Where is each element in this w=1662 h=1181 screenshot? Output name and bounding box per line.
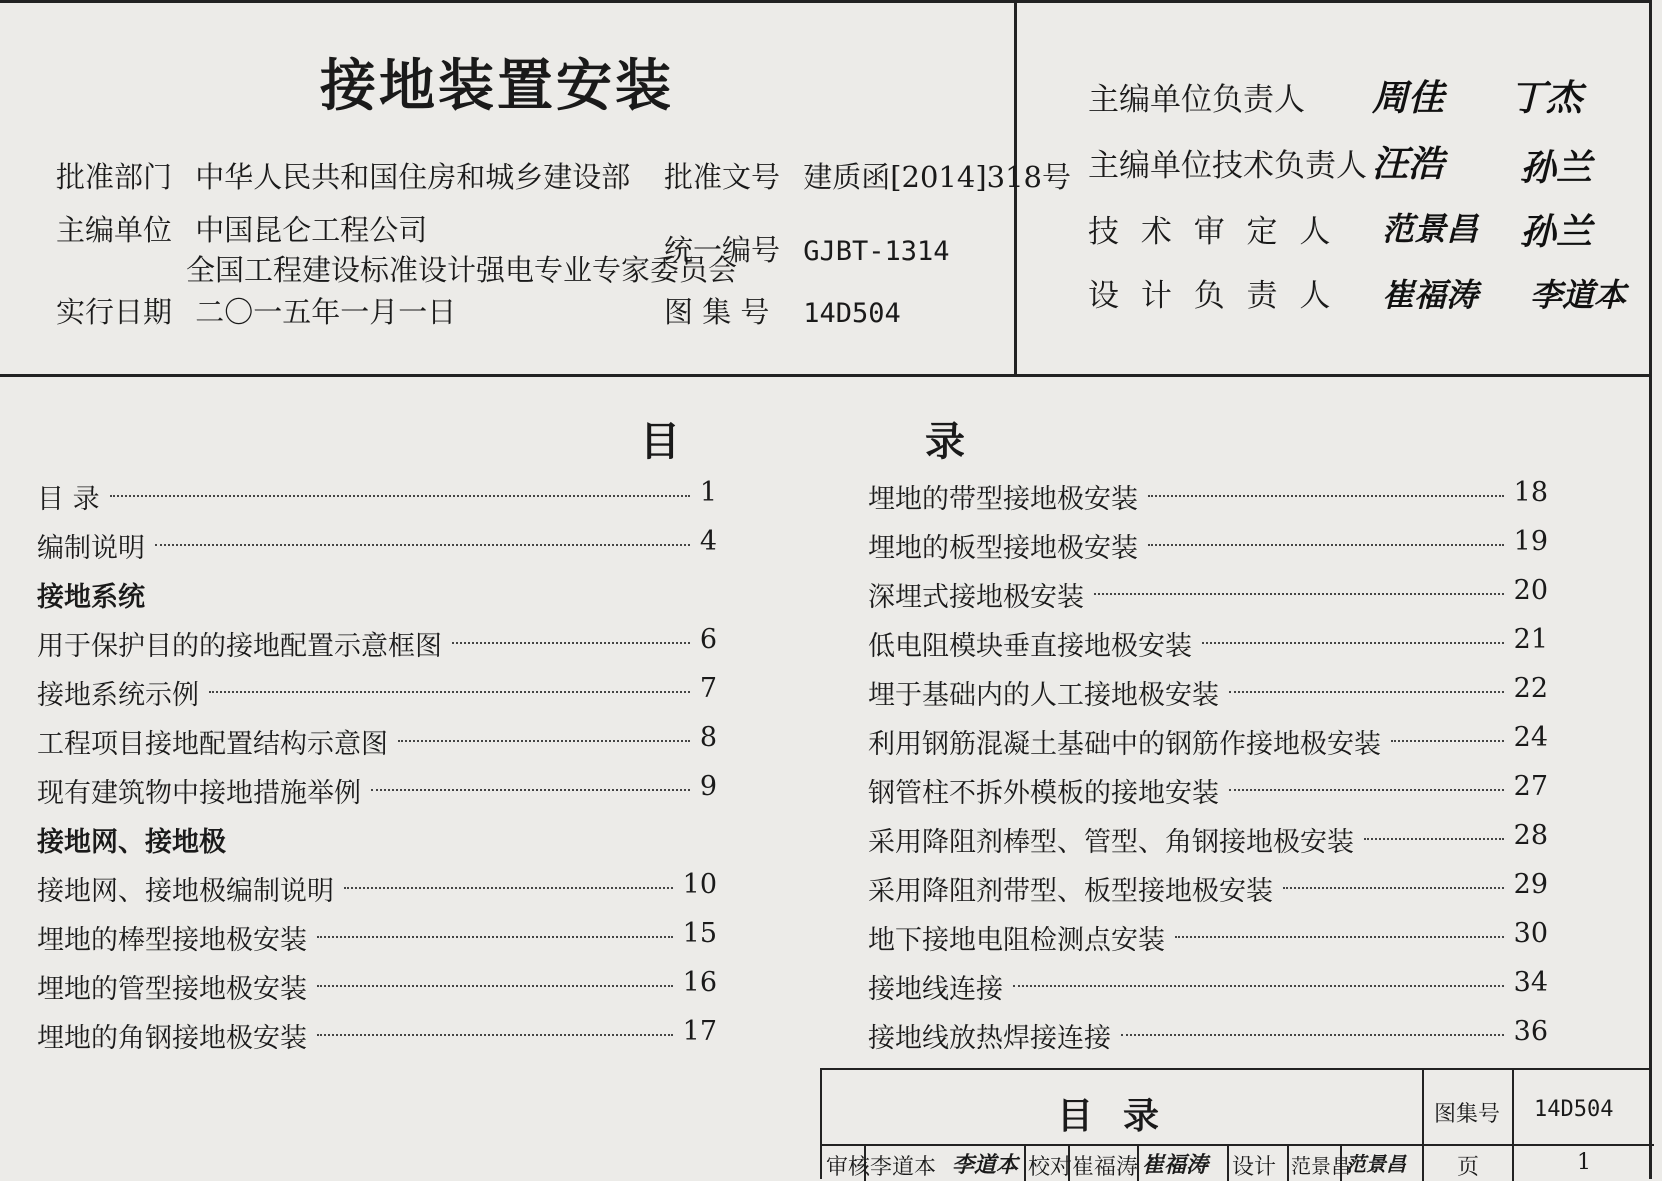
toc-entry[interactable] [868, 965, 1548, 1014]
toc-entry-page: 20 [1508, 575, 1548, 606]
toc-entry-title: 埋地的棒型接地极安装 [37, 918, 313, 957]
tb-design-label: 设计 [1232, 1155, 1277, 1180]
toc-entry-title: 工程项目接地配置结构示意图 [37, 722, 394, 761]
resp-design-head: 设 计 负 责 人 [1088, 278, 1337, 314]
toc-leader-dots [1013, 985, 1504, 987]
toc-leader-dots [317, 985, 673, 987]
toc-entry-title: 目 录 [37, 477, 106, 516]
toc-entry-title: 现有建筑物中接地措施举例 [37, 771, 367, 810]
editor-1: 中国昆仑工程公司 [195, 213, 428, 247]
header-bottom-rule [0, 374, 1652, 377]
toc-entry[interactable] [37, 622, 717, 671]
tb-atlas-value: 14D504 [1534, 1097, 1614, 1122]
toc-entry-page: 15 [677, 918, 717, 949]
toc-entry-page: 34 [1508, 967, 1548, 998]
toc-entry-page: 10 [677, 869, 717, 900]
toc-entry[interactable] [868, 769, 1548, 818]
signature-r3-a: 范景昌 [1382, 210, 1479, 248]
toc-entry-page: 6 [694, 624, 717, 655]
toc-entry-page: 4 [694, 526, 717, 557]
toc-leader-dots [110, 495, 690, 497]
toc-entry-title: 埋地的带型接地极安装 [868, 477, 1144, 516]
toc-left-column [37, 475, 717, 1063]
toc-entry-title: 埋地的角钢接地极安装 [37, 1016, 313, 1055]
toc-entry[interactable] [37, 867, 717, 916]
editor-2: 全国工程建设标准设计强电专业专家委员会 [186, 253, 738, 287]
toc-entry[interactable] [37, 965, 717, 1014]
toc-entry-page: 1 [694, 477, 717, 508]
toc-entry-page: 22 [1508, 673, 1548, 704]
effective-label: 实行日期 [56, 295, 173, 329]
toc-entry-page: 19 [1508, 526, 1548, 557]
toc-entry[interactable] [37, 1014, 717, 1063]
signature-r4-a: 崔福涛 [1382, 276, 1479, 314]
toc-entry-title: 采用降阻剂棒型、管型、角钢接地极安装 [868, 820, 1360, 859]
toc-entry-page: 30 [1508, 918, 1548, 949]
toc-entry-title: 埋地的管型接地极安装 [37, 967, 313, 1006]
toc-entry-title: 采用降阻剂带型、板型接地极安装 [868, 869, 1279, 908]
approval-dept-row [56, 155, 630, 196]
effective-date: 二〇一五年一月一日 [195, 295, 457, 329]
approval-dept-label: 批准部门 [56, 160, 173, 194]
signature-r3-b: 孙兰 [1520, 211, 1593, 253]
toc-heading-right: 录 [925, 418, 965, 465]
tb-review-label: 审核 [826, 1155, 871, 1180]
toc-entry-title: 接地网、接地极 [37, 820, 232, 859]
toc-entry-title: 接地系统示例 [37, 673, 205, 712]
toc-leader-dots [1094, 593, 1504, 595]
editor-2-row [186, 248, 737, 289]
toc-entry-page: 27 [1508, 771, 1548, 802]
toc-entry-page: 8 [694, 722, 717, 753]
toc-heading-left: 目 [640, 418, 680, 465]
toc-entry-title: 接地网、接地极编制说明 [37, 869, 340, 908]
signature-r4-b: 李道本 [1530, 276, 1627, 314]
toc-entry-page: 7 [694, 673, 717, 704]
toc-entry-page: 24 [1508, 722, 1548, 753]
toc-entry[interactable] [37, 720, 717, 769]
approval-dept: 中华人民共和国住房和城乡建设部 [195, 160, 631, 194]
toc-leader-dots [1283, 887, 1504, 889]
toc-entry[interactable] [868, 720, 1548, 769]
toc-entry-title: 利用钢筋混凝土基础中的钢筋作接地极安装 [868, 722, 1387, 761]
tb-row-rule [822, 1144, 1654, 1146]
toc-entry[interactable] [37, 475, 717, 524]
signature-r1-b: 丁杰 [1510, 77, 1583, 119]
editor-row [56, 208, 427, 249]
toc-leader-dots [1175, 936, 1504, 938]
tb-reviewer-signature: 李道本 [952, 1152, 1019, 1178]
effective-row [56, 290, 456, 331]
toc-entry-title: 低电阻模块垂直接地极安装 [868, 624, 1198, 663]
toc-leader-dots [1229, 789, 1504, 791]
toc-entry[interactable] [37, 769, 717, 818]
unified-no: GJBT-1314 [803, 236, 950, 267]
toc-entry-title: 埋地的板型接地极安装 [868, 526, 1144, 565]
toc-leader-dots [155, 544, 690, 546]
toc-entry-title: 接地线放热焊接连接 [868, 1016, 1117, 1055]
signature-r1-a: 周佳 [1372, 77, 1445, 119]
toc-leader-dots [371, 789, 690, 791]
toc-entry[interactable] [868, 524, 1548, 573]
toc-entry-title: 用于保护目的的接地配置示意框图 [37, 624, 448, 663]
tb-drawing-name: 目录 [1057, 1095, 1190, 1137]
signature-r2-b: 孙兰 [1520, 147, 1593, 189]
toc-entry-title: 地下接地电阻检测点安装 [868, 918, 1171, 957]
toc-leader-dots [317, 1034, 673, 1036]
resp-tech-reviewer: 技 术 审 定 人 [1088, 214, 1337, 250]
title-block [820, 1068, 1652, 1179]
page-title: 接地装置安装 [320, 53, 674, 119]
toc-entry[interactable] [37, 524, 717, 573]
toc-leader-dots [1391, 740, 1504, 742]
toc-entry-title: 埋于基础内的人工接地极安装 [868, 673, 1225, 712]
tb-col-rule [1422, 1070, 1424, 1181]
toc-leader-dots [344, 887, 673, 889]
toc-entry-page: 36 [1508, 1016, 1548, 1047]
doc-no-label: 批准文号 [664, 160, 781, 194]
tb-designer: 范景昌 [1291, 1154, 1351, 1178]
resp-tech-head: 主编单位技术负责人 [1088, 148, 1367, 184]
toc-leader-dots [1202, 642, 1504, 644]
unified-no-label: 统一编号 [664, 233, 781, 267]
toc-entry[interactable] [868, 475, 1548, 524]
toc-entry[interactable] [37, 916, 717, 965]
doc-no: 建质函[2014]318号 [803, 160, 1072, 194]
toc-entry[interactable] [868, 916, 1548, 965]
toc-leader-dots [1121, 1034, 1504, 1036]
atlas-no: 14D504 [803, 298, 901, 329]
doc-no-row [664, 155, 1071, 196]
tb-page-value: 1 [1577, 1150, 1591, 1175]
toc-section-heading [37, 818, 717, 867]
toc-leader-dots [1229, 691, 1504, 693]
toc-section-heading [37, 573, 717, 622]
tb-reviewer: 李道本 [870, 1155, 937, 1180]
tb-checker-signature: 崔福涛 [1142, 1152, 1209, 1178]
toc-entry-page: 29 [1508, 869, 1548, 900]
toc-entry-page: 9 [694, 771, 717, 802]
toc-entry[interactable] [37, 671, 717, 720]
toc-entry[interactable] [868, 671, 1548, 720]
toc-entry[interactable] [868, 1014, 1548, 1063]
toc-leader-dots [1364, 838, 1504, 840]
tb-checker: 崔福涛 [1072, 1155, 1139, 1180]
toc-right-column [868, 475, 1548, 1063]
atlas-no-row [664, 290, 901, 331]
tb-check-label: 校对 [1028, 1155, 1073, 1180]
toc-entry-title: 深埋式接地极安装 [868, 575, 1090, 614]
toc-entry[interactable] [868, 818, 1548, 867]
toc-leader-dots [317, 936, 673, 938]
toc-leader-dots [452, 642, 690, 644]
toc-entry-title: 接地线连接 [868, 967, 1009, 1006]
signature-r2-a: 汪浩 [1372, 143, 1445, 185]
tb-designer-signature: 范景昌 [1346, 1152, 1406, 1176]
toc-leader-dots [398, 740, 690, 742]
toc-entry-title: 接地系统 [37, 575, 151, 614]
toc-entry-page: 16 [677, 967, 717, 998]
toc-leader-dots [1148, 495, 1504, 497]
toc-entry-page: 28 [1508, 820, 1548, 851]
resp-editor-head: 主编单位负责人 [1088, 82, 1305, 118]
tb-page-label: 页 [1457, 1155, 1480, 1180]
toc-entry-title: 钢管柱不拆外模板的接地安装 [868, 771, 1225, 810]
atlas-no-label: 图 集 号 [664, 295, 770, 329]
toc-entry[interactable] [868, 573, 1548, 622]
editor-label: 主编单位 [56, 213, 173, 247]
toc-entry-page: 21 [1508, 624, 1548, 655]
toc-leader-dots [1148, 544, 1504, 546]
tb-atlas-label: 图集号 [1434, 1102, 1501, 1127]
toc-entry[interactable] [868, 867, 1548, 916]
toc-entry[interactable] [868, 622, 1548, 671]
toc-entry-title: 编制说明 [37, 526, 151, 565]
toc-entry-page: 17 [677, 1016, 717, 1047]
unified-no-row [664, 228, 950, 269]
toc-leader-dots [209, 691, 690, 693]
toc-entry-page: 18 [1508, 477, 1548, 508]
